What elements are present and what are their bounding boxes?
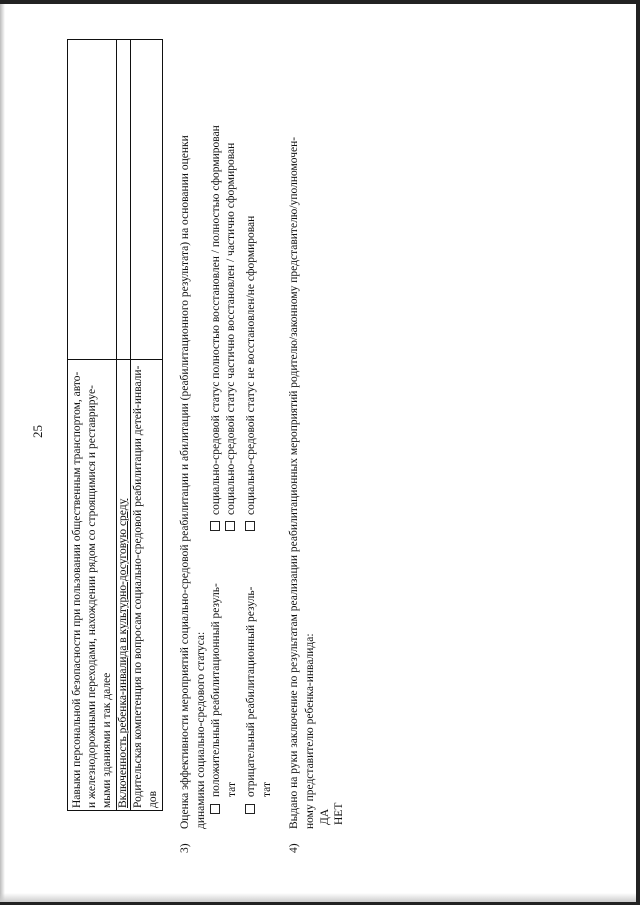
table-cell-text: мыми зданиями и так далее — [101, 672, 113, 808]
checkbox[interactable] — [245, 804, 255, 814]
section-text: ному представителю ребенка-инвалида: — [304, 633, 316, 829]
result-label: тат — [261, 782, 273, 797]
table-row — [70, 372, 115, 808]
result-label: отрицательный реабилитационный резуль- — [245, 586, 257, 797]
table-row — [116, 499, 131, 808]
answer-no: НЕТ — [333, 802, 345, 825]
table-cell-text: Родительская компетенция по вопросам социально-средовой реабилитации детей-инвали- — [132, 365, 144, 808]
table-border — [67, 359, 163, 360]
section-number: 3) — [179, 843, 191, 853]
table-border — [67, 810, 163, 811]
table-row — [131, 366, 161, 808]
answer-yes: ДА — [319, 808, 331, 825]
table-cell-text: Навыки персональной безопасности при пользовании общественным транспортом, авто- — [71, 371, 83, 808]
section-number: 4) — [288, 843, 300, 853]
section-heading: Оценка эффективности мероприятий социально-средовой реабилитации и абилитации (реабилитационного результата) на основании оценки — [179, 135, 191, 829]
status-option: социально-средовой статус не восстановлен/не сформирован — [245, 215, 257, 515]
checkbox[interactable] — [225, 521, 235, 531]
page-number: 25 — [30, 425, 45, 438]
checkbox[interactable] — [245, 521, 255, 531]
table-cell-text: дов — [147, 790, 159, 808]
section-text: Выдано на руки заключение по результатам реализации реабилитационных мероприятий родителю/законному представителю/уполномочен- — [288, 136, 300, 829]
table-cell-text: Включенность ребенка-инвалида в культурно-досуговую среду — [117, 498, 129, 808]
section-heading: динамики социально-средового статуса: — [195, 631, 207, 829]
table-border — [67, 39, 68, 811]
result-label: положительный реабилитационный резуль- — [210, 583, 222, 797]
checkbox[interactable] — [210, 804, 220, 814]
status-option: социально-средовой статус частично восстановлен / частично сформирован — [225, 142, 237, 515]
table-border — [162, 39, 163, 811]
checkbox[interactable] — [210, 521, 220, 531]
status-option: социально-средовой статус полностью восстановлен / полностью сформирован — [210, 125, 222, 515]
table-cell-text: и железнодорожными переходами, нахождении рядом со строящимися и реставрируе- — [86, 385, 98, 808]
result-label: тат — [226, 782, 238, 797]
table-border — [67, 39, 163, 40]
